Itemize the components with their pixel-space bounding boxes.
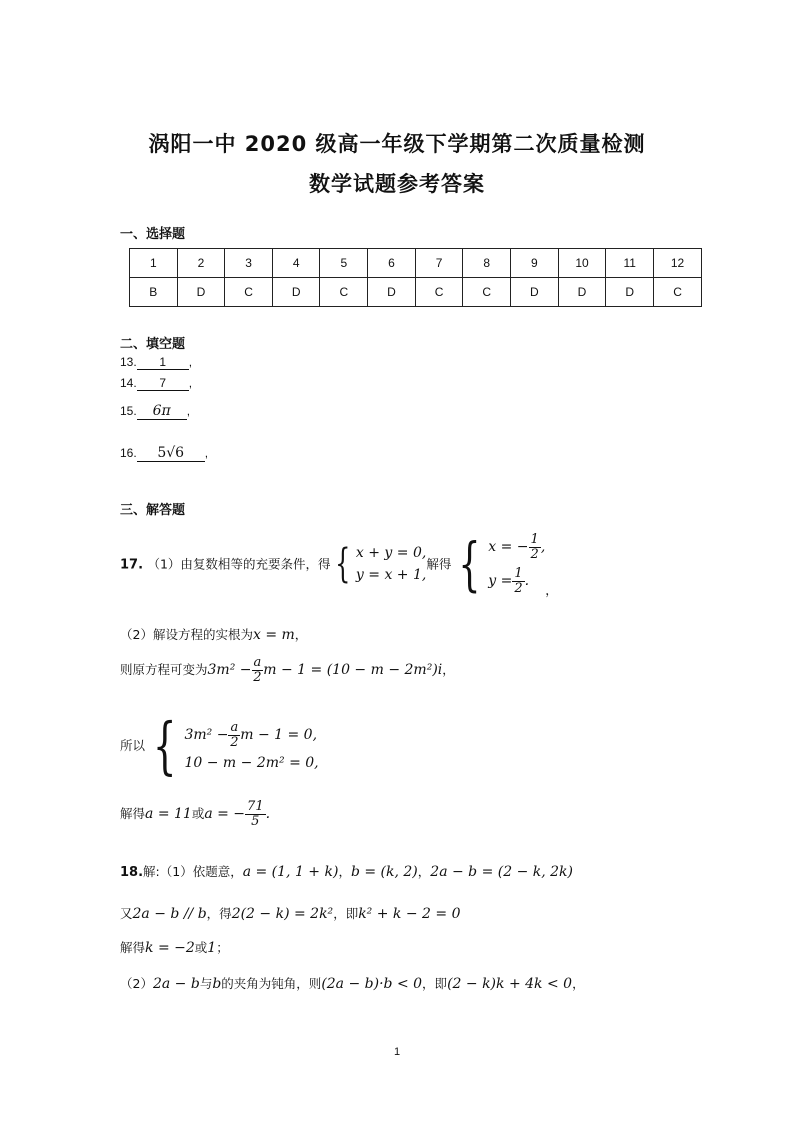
q17-solution	[488, 530, 545, 599]
punct: ，	[442, 662, 455, 678]
expr: a = (1, 1 + k)	[242, 864, 339, 880]
fraction	[252, 656, 264, 684]
answer-table-answers-row	[130, 278, 702, 307]
expr: 2(2 − k) = 2k²	[231, 906, 334, 922]
brace: {	[335, 541, 351, 588]
punct: .	[265, 806, 271, 823]
punct: ,	[540, 539, 546, 556]
expr: k = −2	[145, 940, 195, 956]
fraction	[245, 800, 266, 828]
answer-table-answer-cell: D	[510, 278, 558, 307]
q18-line2	[120, 904, 461, 922]
answer-table-answer-cell: C	[463, 278, 511, 307]
answer-table-answer-cell: D	[558, 278, 606, 307]
text: 又	[120, 906, 133, 921]
punct: ；	[216, 940, 229, 955]
q17-system1	[356, 542, 426, 586]
answer-table-answer-cell: D	[368, 278, 416, 307]
answer-table-number-cell: 12	[654, 249, 702, 278]
answer-table-number-cell: 11	[606, 249, 654, 278]
expr: a = 11	[145, 806, 192, 823]
answer-table-number-cell: 10	[558, 249, 606, 278]
expr: (2 − k)k + 4k < 0	[447, 976, 573, 992]
q18-line4	[120, 974, 585, 992]
answer-table-number-cell: 6	[368, 249, 416, 278]
q17-system2	[120, 709, 319, 782]
expr: b = (k, 2)	[350, 864, 418, 880]
text: 解得	[120, 940, 146, 955]
document-subtitle: 数学试题参考答案	[309, 172, 485, 196]
eq: 3m² −	[184, 727, 229, 743]
numerator: 1	[514, 566, 523, 582]
answer-table-number-cell: 7	[415, 249, 463, 278]
denominator: 2	[514, 580, 523, 596]
answer-table-answer-cell: C	[320, 278, 368, 307]
numerator: 71	[247, 799, 264, 814]
answer-table-numbers-row	[130, 249, 702, 278]
fill-tail: ,	[188, 376, 193, 390]
fill-tail: ,	[186, 404, 191, 418]
punct: ，	[338, 864, 351, 879]
punct: ，	[545, 582, 558, 598]
answer-table-number-cell: 4	[272, 249, 320, 278]
text: ，即	[422, 976, 448, 991]
expr: 2a − b // b	[132, 906, 207, 922]
punct: ，	[572, 976, 585, 991]
numerator: a	[253, 655, 262, 670]
eq: y = x + 1,	[355, 567, 427, 584]
text: （2）解设方程的实根为	[120, 627, 253, 642]
expr: k² + k − 2 = 0	[358, 906, 461, 922]
fill-number: 14.	[120, 376, 137, 390]
text: 则原方程可变为	[120, 662, 208, 678]
fill-answer: 5√6	[137, 445, 205, 462]
q18-line1	[120, 862, 573, 880]
fill-tail: ,	[204, 446, 209, 460]
section-fill-label: 二、填空题	[120, 337, 186, 352]
expr: 2a − b = (2 − k, 2k)	[430, 864, 573, 880]
answer-table-number-cell: 3	[225, 249, 273, 278]
text: ，得	[206, 906, 232, 921]
numerator: a	[230, 719, 239, 735]
q17-part2	[120, 625, 307, 643]
fill-number: 16.	[120, 446, 137, 460]
eq: x = −	[488, 539, 529, 556]
expr: 1	[207, 940, 217, 956]
fraction	[512, 567, 524, 595]
q18-number: 18.	[120, 865, 144, 880]
section-answer-label: 三、解答题	[120, 503, 186, 518]
expr: (2a − b)·b < 0	[321, 976, 423, 992]
eq: 10 − m − 2m² = 0,	[184, 755, 319, 772]
q17-text: （1）由复数相等的充要条件，得	[147, 556, 331, 572]
punct: ，	[417, 864, 431, 879]
answer-table-number-cell: 2	[177, 249, 225, 278]
text: 或	[191, 806, 205, 822]
expr: 3m² −	[207, 662, 252, 679]
text: 所以	[120, 738, 146, 753]
fill-answer: 1	[137, 355, 189, 370]
fraction	[228, 721, 240, 749]
denominator: 2	[530, 546, 539, 562]
eq: y =	[488, 573, 513, 590]
q17-result	[120, 800, 270, 828]
expr: b	[212, 976, 222, 992]
fill-number: 13.	[120, 355, 137, 369]
answer-table-number-cell: 8	[463, 249, 511, 278]
fill-item-13	[120, 355, 192, 370]
fill-answer: 6π	[137, 403, 187, 420]
denominator: 5	[251, 813, 260, 829]
answer-table-answer-cell: D	[177, 278, 225, 307]
fill-item-15	[120, 403, 190, 420]
answer-table	[129, 248, 702, 307]
punct: .	[524, 573, 530, 590]
answer-table-number-cell: 9	[510, 249, 558, 278]
text: 或	[194, 940, 208, 955]
brace: {	[152, 709, 177, 782]
expr: 2a − b	[152, 976, 200, 992]
answer-table-number-cell: 1	[130, 249, 178, 278]
answer-table-answer-cell: B	[130, 278, 178, 307]
q17-transform	[120, 656, 455, 684]
fill-answer: 7	[137, 376, 189, 391]
answer-table-answer-cell: C	[415, 278, 463, 307]
page-number: 1	[393, 1046, 401, 1058]
text: （2）	[120, 976, 153, 991]
expr: x = m	[252, 627, 295, 643]
eq: m − 1 = 0,	[240, 727, 318, 743]
eq: x + y = 0,	[355, 545, 427, 562]
numerator: 1	[530, 532, 539, 547]
expr: a = −	[204, 806, 246, 823]
text: 解:（1）依题意，	[143, 864, 243, 879]
solve-text: 解得	[426, 556, 452, 572]
q17-part1	[120, 530, 558, 599]
text: 解得	[120, 806, 146, 822]
text: 的夹角为钝角，则	[221, 976, 322, 991]
denominator: 2	[230, 734, 239, 750]
answer-table-answer-cell: D	[606, 278, 654, 307]
q17-number: 17.	[120, 557, 144, 573]
fraction	[529, 533, 541, 561]
system	[184, 718, 318, 774]
answer-table-answer-cell: C	[654, 278, 702, 307]
text: ，即	[333, 906, 359, 921]
fill-tail: ,	[188, 355, 193, 369]
section-choice-label: 一、选择题	[120, 227, 186, 242]
q18-line3	[120, 938, 229, 956]
expr: m − 1 = (10 − m − 2m²)i	[263, 662, 443, 679]
text: 与	[199, 976, 213, 991]
answer-table-answer-cell: C	[225, 278, 273, 307]
document-title: 涡阳一中 2020 级高一年级下学期第二次质量检测	[148, 132, 646, 156]
answer-table-number-cell: 5	[320, 249, 368, 278]
denominator: 2	[253, 669, 262, 685]
fill-item-14	[120, 376, 192, 391]
brace: {	[458, 530, 481, 599]
answer-table-answer-cell: D	[272, 278, 320, 307]
fill-number: 15.	[120, 404, 137, 418]
fill-item-16	[120, 445, 208, 462]
punct: ，	[294, 627, 308, 642]
